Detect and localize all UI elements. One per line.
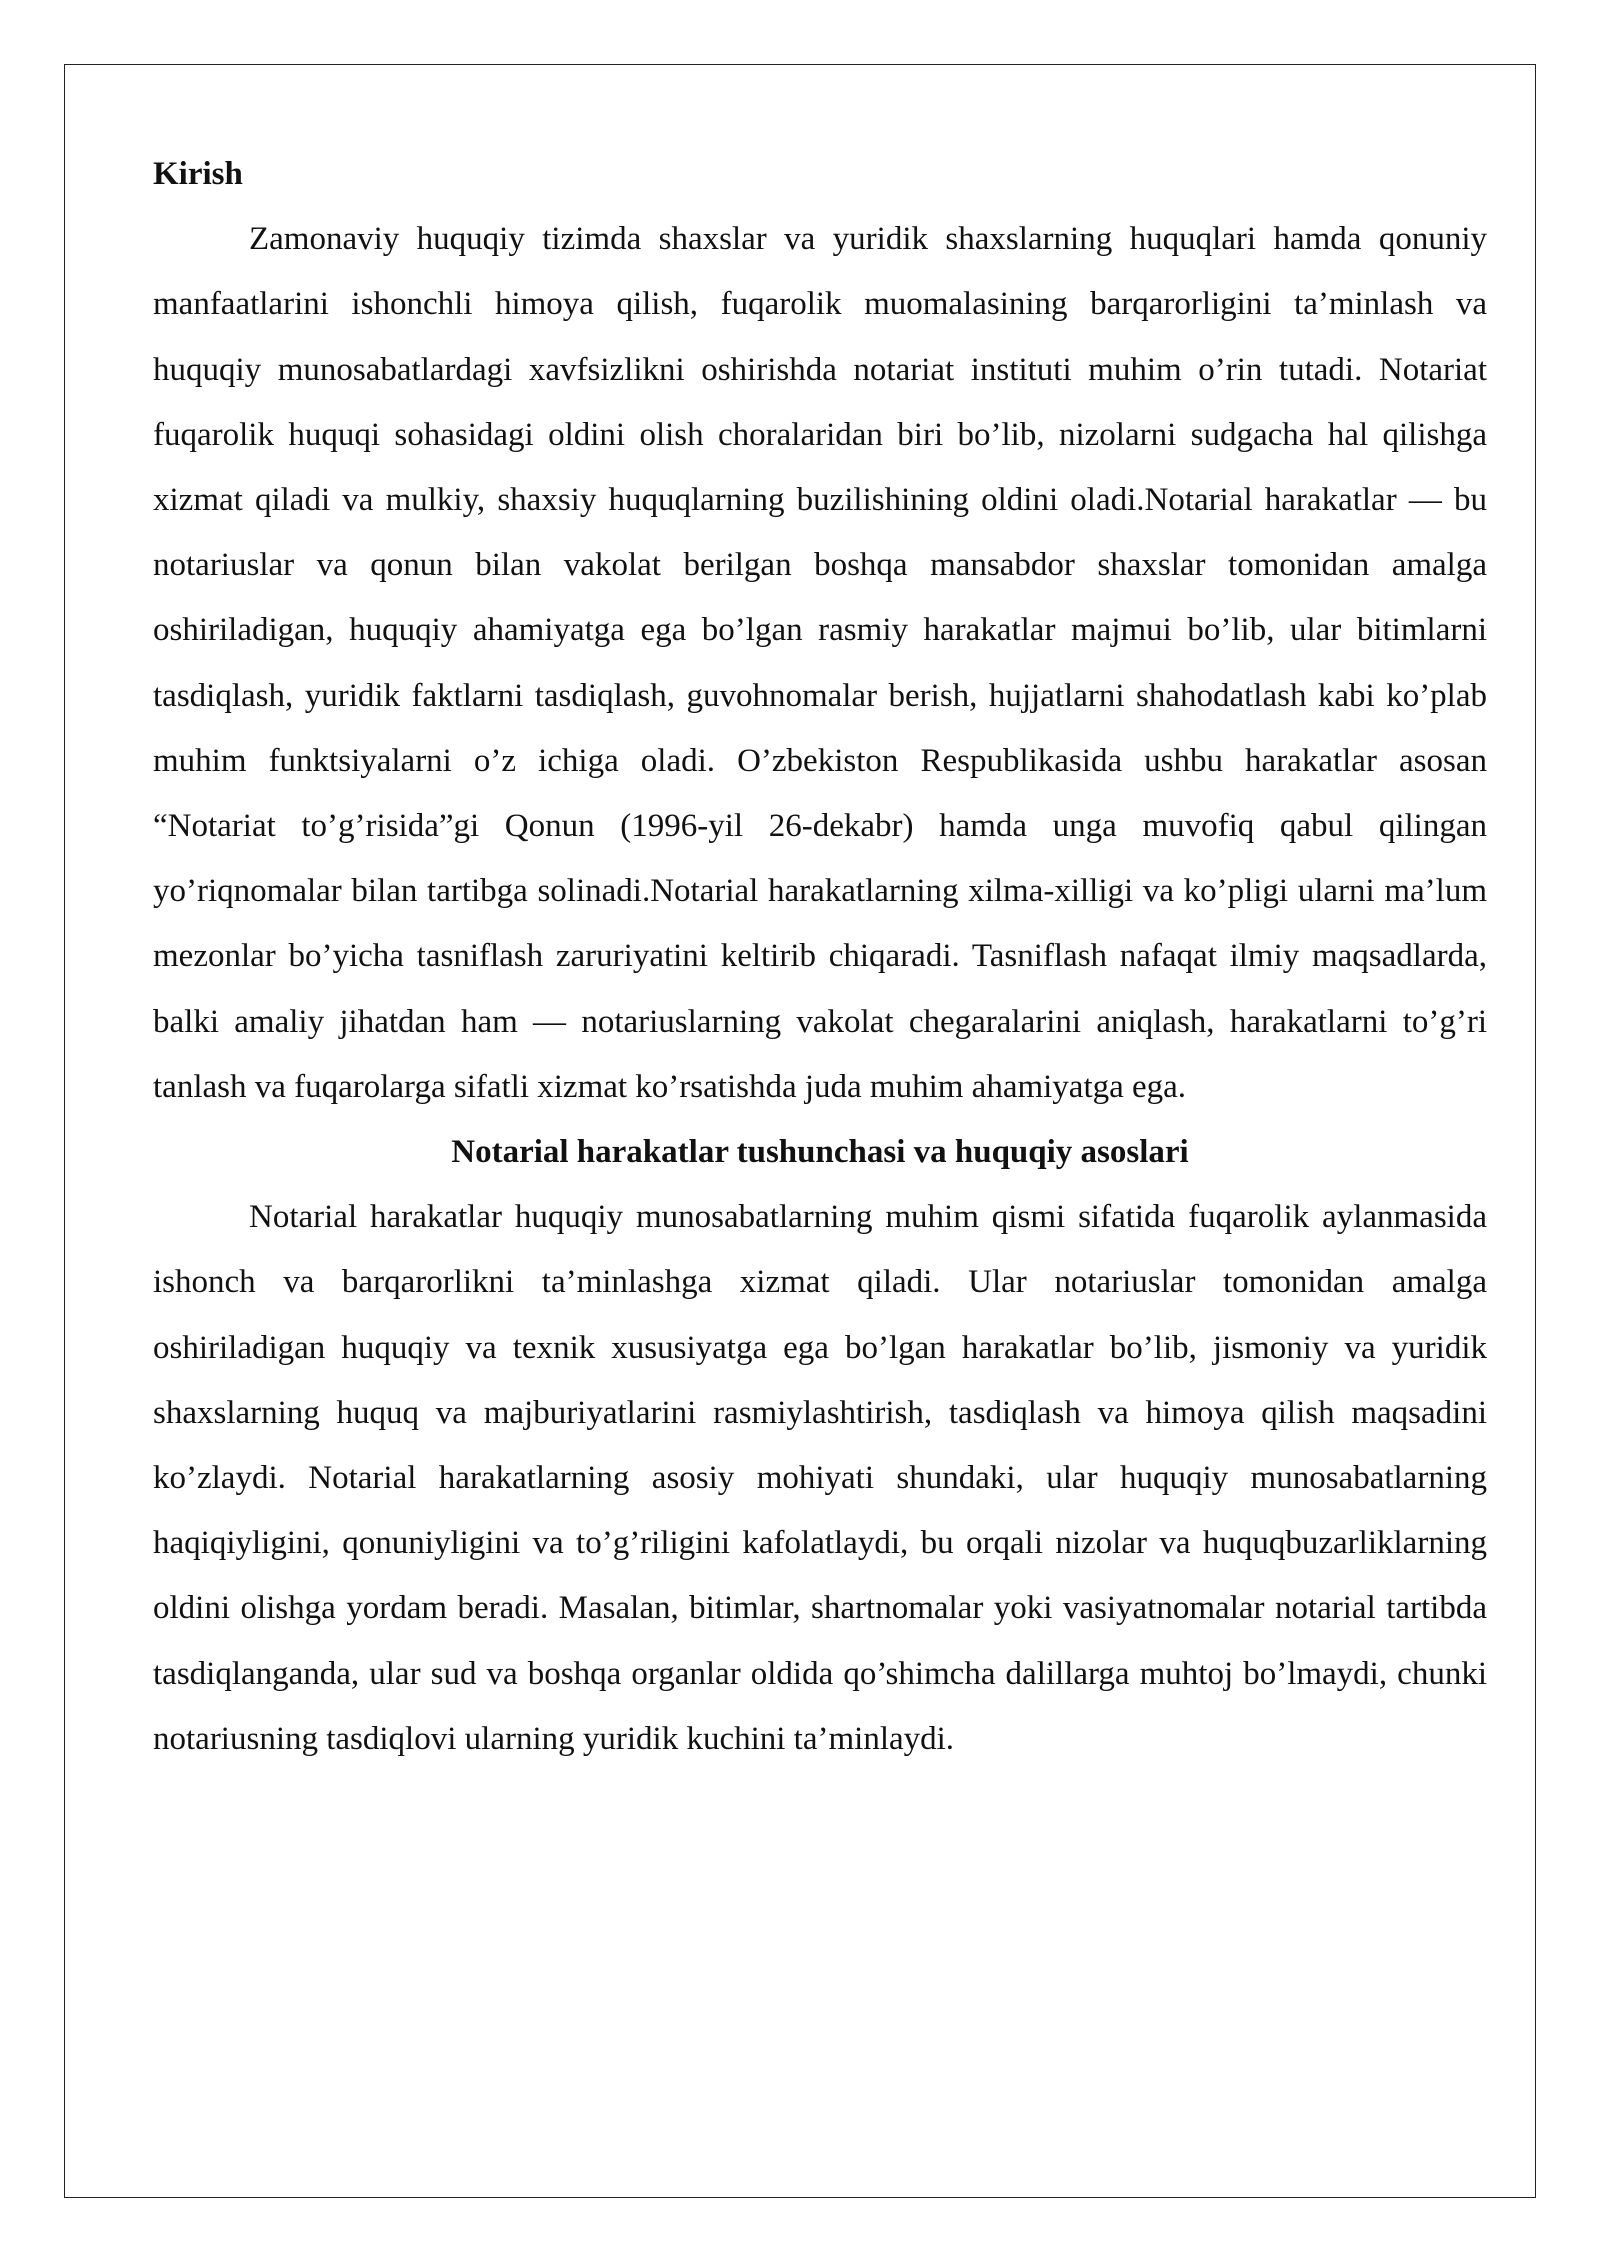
document-body [153, 142, 1487, 1772]
intro-paragraph: Zamonaviy huquqiy tizimda shaxslar va yuridik shaxslarning huquqlari hamda qonuniy manfaatlarini ishonchli himoya qilish, fuqarolik muomalasining barqarorligini ta’minlash va huquqiy munosabatlardagi xavfsizlikni oshirishda notariat instituti muhim o’rin tutadi. Notariat fuqarolik huquqi sohasidagi oldini olish choralaridan biri bo’lib, nizolarni sudgacha hal qilishga xizmat qiladi va mulkiy, shaxsiy huquqlarning buzilishining oldini oladi.Notarial harakatlar — bu notariuslar va qonun bilan vakolat berilgan boshqa mansabdor shaxslar tomonidan amalga oshiriladigan, huquqiy ahamiyatga ega bo’lgan rasmiy harakatlar majmui bo’lib, ular bitimlarni tasdiqlash, yuridik faktlarni tasdiqlash, guvohnomalar berish, hujjatlarni shahodatlash kabi ko’plab muhim funktsiyalarni o’z ichiga oladi. O’zbekiston Respublikasida ushbu harakatlar asosan “Notariat to’g’risida”gi Qonun (1996-yil 26-dekabr) hamda unga muvofiq qabul qilingan yo’riqnomalar bilan tartibga solinadi.Notarial harakatlarning xilma-xilligi va ko’pligi ularni ma’lum mezonlar bo’yicha tasniflash zaruriyatini keltirib chiqaradi. Tasniflash nafaqat ilmiy maqsadlarda, balki amaliy jihatdan ham — notariuslarning vakolat chegaralarini aniqlash, harakatlarni to’g’ri tanlash va fuqarolarga sifatli xizmat ko’rsatishda juda muhim ahamiyatga ega. [153, 221, 1487, 1105]
section-heading: Notarial harakatlar tushunchasi va huquqiy asoslari [451, 1134, 1189, 1171]
section-paragraph: Notarial harakatlar huquqiy munosabatlarning muhim qismi sifatida fuqarolik aylanmasida ishonch va barqarorlikni ta’minlashga xizmat qiladi. Ular notariuslar tomonidan amalga oshiriladigan huquqiy va texnik xususiyatga ega bo’lgan harakatlar bo’lib, jismoniy va yuridik shaxslarning huquq va majburiyatlarini rasmiylashtirish, tasdiqlash va himoya qilish maqsadini ko’zlaydi. Notarial harakatlarning asosiy mohiyati shundaki, ular huquqiy munosabatlarning haqiqiyligini, qonuniyligini va to’g’riligini kafolatlaydi, bu orqali nizolar va huquqbuzarliklarning oldini olishga yordam beradi. Masalan, bitimlar, shartnomalar yoki vasiyatnomalar notarial tartibda tasdiqlanganda, ular sud va boshqa organlar oldida qo’shimcha dalillarga muhtoj bo’lmaydi, chunki notariusning tasdiqlovi ularning yuridik kuchini ta’minlaydi. [153, 1199, 1487, 1757]
intro-heading: Kirish [153, 156, 243, 192]
